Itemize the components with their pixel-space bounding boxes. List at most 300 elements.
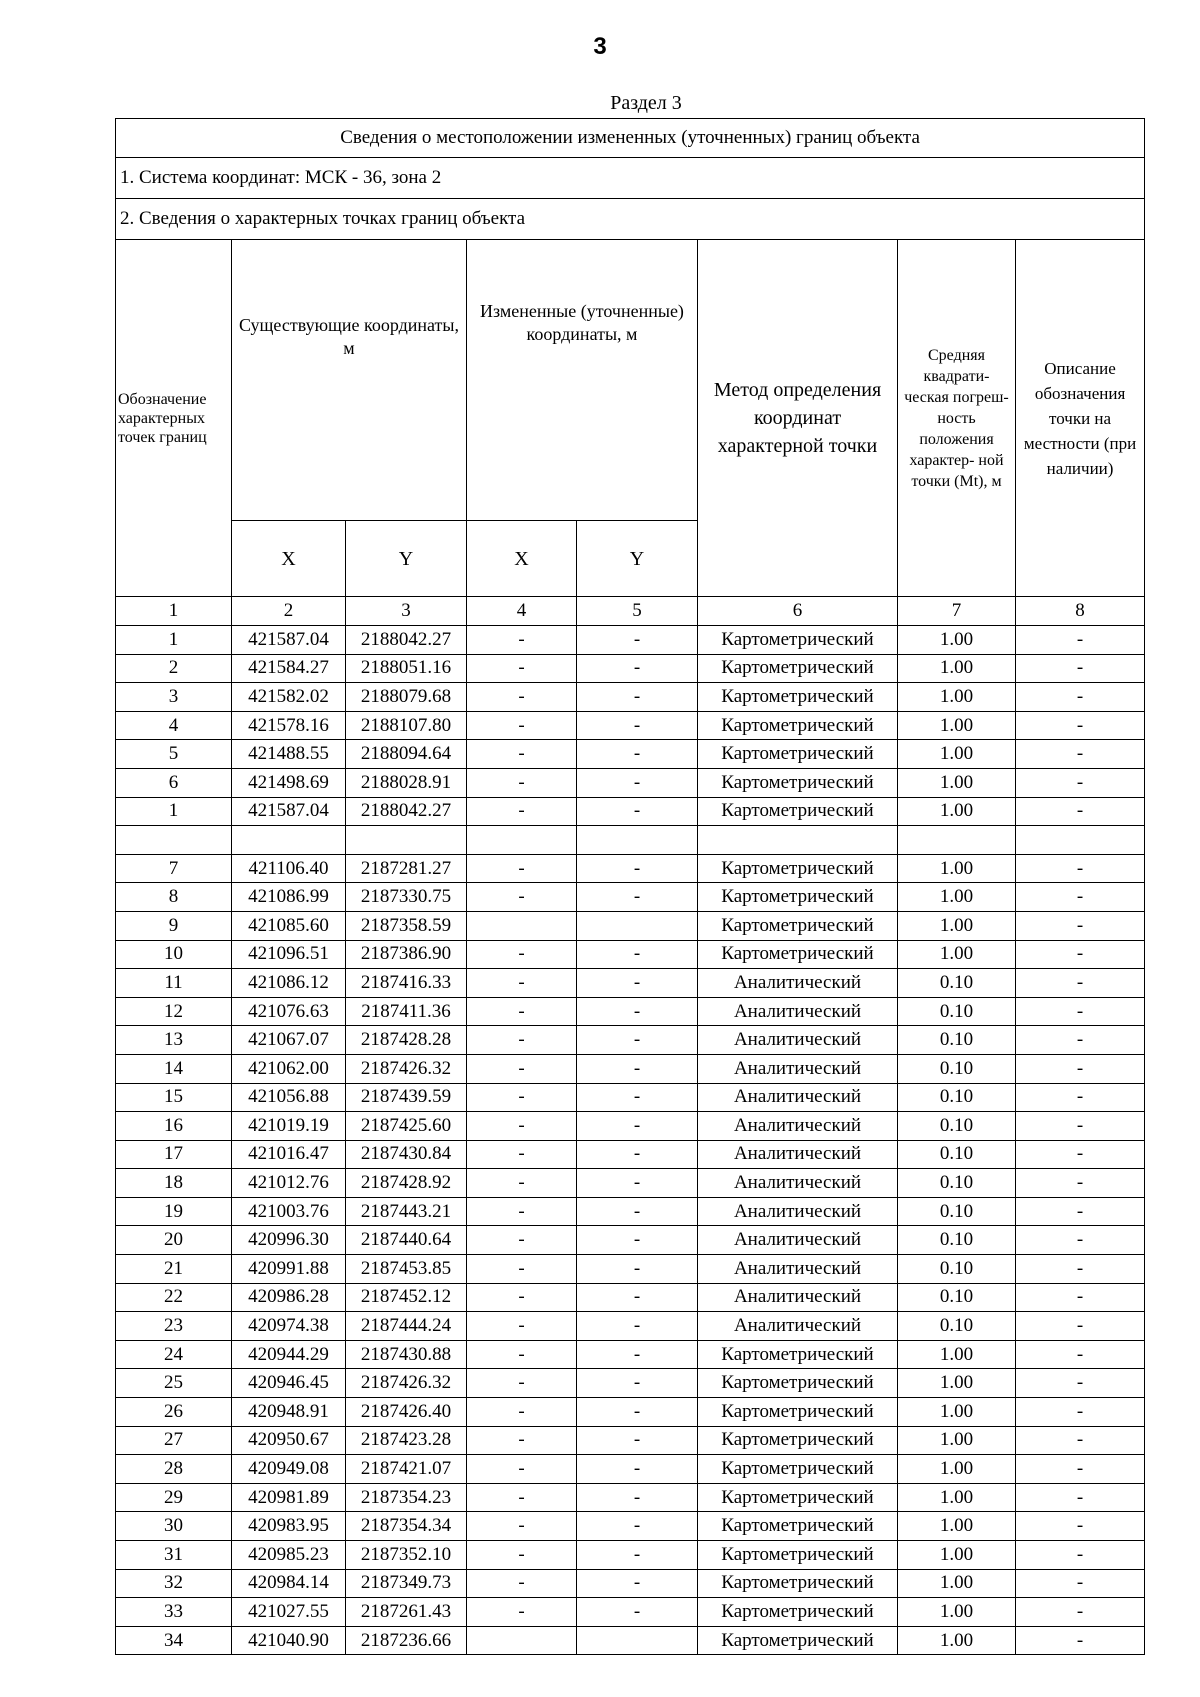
cell-point-id: 29 bbox=[116, 1483, 232, 1512]
cell-existing-y: 2187352.10 bbox=[346, 1541, 467, 1570]
cell-changed-y: - bbox=[577, 1426, 698, 1455]
cell-existing-y: 2187452.12 bbox=[346, 1283, 467, 1312]
cell-description: - bbox=[1016, 1398, 1145, 1427]
cell-error: 0.10 bbox=[898, 1054, 1016, 1083]
cell-changed-x: - bbox=[467, 654, 577, 683]
table-title-row bbox=[116, 119, 1145, 158]
cell-point-id: 12 bbox=[116, 997, 232, 1026]
cell-changed-x: - bbox=[467, 940, 577, 969]
table-row bbox=[116, 1541, 1145, 1570]
cell-description: - bbox=[1016, 1426, 1145, 1455]
cell-existing-y: 2187426.32 bbox=[346, 1054, 467, 1083]
cell-method: Картометрический bbox=[698, 1483, 898, 1512]
cell-point-id bbox=[116, 826, 232, 855]
cell-existing-x: 421085.60 bbox=[232, 911, 346, 940]
cell-description: - bbox=[1016, 969, 1145, 998]
cell-existing-x: 420944.29 bbox=[232, 1340, 346, 1369]
cell-method: Аналитический bbox=[698, 1026, 898, 1055]
cell-changed-y: - bbox=[577, 969, 698, 998]
cell-changed-y: - bbox=[577, 1512, 698, 1541]
cell-error: 1.00 bbox=[898, 1340, 1016, 1369]
cell-existing-x: 421086.12 bbox=[232, 969, 346, 998]
cell-existing-x: 420974.38 bbox=[232, 1312, 346, 1341]
cell-error: 0.10 bbox=[898, 1226, 1016, 1255]
column-numbers-row bbox=[116, 597, 1145, 626]
cell-changed-x: - bbox=[467, 683, 577, 712]
cell-changed-x: - bbox=[467, 740, 577, 769]
cell-point-id: 22 bbox=[116, 1283, 232, 1312]
cell-method: Картометрический bbox=[698, 797, 898, 826]
table-row bbox=[116, 1369, 1145, 1398]
column-number: 2 bbox=[232, 597, 346, 626]
table-row bbox=[116, 1026, 1145, 1055]
cell-changed-y: - bbox=[577, 1569, 698, 1598]
table-row bbox=[116, 711, 1145, 740]
cell-changed-x bbox=[467, 1626, 577, 1655]
cell-existing-y: 2187426.40 bbox=[346, 1398, 467, 1427]
section-label: Раздел 3 bbox=[610, 92, 682, 114]
cell-point-id: 24 bbox=[116, 1340, 232, 1369]
cell-description: - bbox=[1016, 1455, 1145, 1484]
cell-error: 1.00 bbox=[898, 1626, 1016, 1655]
cell-changed-y: - bbox=[577, 1140, 698, 1169]
cell-error: 1.00 bbox=[898, 1512, 1016, 1541]
cell-existing-x: 421056.88 bbox=[232, 1083, 346, 1112]
table-row bbox=[116, 1169, 1145, 1198]
cell-point-id: 14 bbox=[116, 1054, 232, 1083]
cell-changed-x: - bbox=[467, 1169, 577, 1198]
cell-point-id: 21 bbox=[116, 1255, 232, 1284]
points-heading: 2. Сведения о характерных точках границ объекта bbox=[116, 199, 1145, 240]
cell-method: Картометрический bbox=[698, 1512, 898, 1541]
cell-changed-x: - bbox=[467, 1026, 577, 1055]
cell-existing-x: 420996.30 bbox=[232, 1226, 346, 1255]
cell-changed-y: - bbox=[577, 1083, 698, 1112]
cell-changed-y bbox=[577, 1626, 698, 1655]
cell-method: Аналитический bbox=[698, 1169, 898, 1198]
cell-existing-y: 2187349.73 bbox=[346, 1569, 467, 1598]
cell-existing-x: 421016.47 bbox=[232, 1140, 346, 1169]
cell-changed-y: - bbox=[577, 1483, 698, 1512]
cell-description: - bbox=[1016, 1483, 1145, 1512]
header-changed-coords: Измененные (уточненные) координаты, м bbox=[467, 240, 698, 521]
cell-point-id: 25 bbox=[116, 1369, 232, 1398]
cell-existing-y: 2187453.85 bbox=[346, 1255, 467, 1284]
cell-changed-x bbox=[467, 911, 577, 940]
cell-existing-y: 2187261.43 bbox=[346, 1598, 467, 1627]
cell-existing-y: 2187411.36 bbox=[346, 997, 467, 1026]
cell-existing-x: 421584.27 bbox=[232, 654, 346, 683]
header-row bbox=[116, 240, 1145, 521]
cell-error: 1.00 bbox=[898, 797, 1016, 826]
cell-changed-x: - bbox=[467, 997, 577, 1026]
cell-existing-x: 421587.04 bbox=[232, 626, 346, 655]
cell-existing-y: 2187428.28 bbox=[346, 1026, 467, 1055]
cell-error: 0.10 bbox=[898, 969, 1016, 998]
cell-method: Картометрический bbox=[698, 711, 898, 740]
cell-existing-y: 2187440.64 bbox=[346, 1226, 467, 1255]
cell-method: Картометрический bbox=[698, 1598, 898, 1627]
cell-changed-y: - bbox=[577, 1169, 698, 1198]
cell-description: - bbox=[1016, 1083, 1145, 1112]
cell-changed-x: - bbox=[467, 1455, 577, 1484]
cell-description: - bbox=[1016, 797, 1145, 826]
cell-description: - bbox=[1016, 854, 1145, 883]
cell-error: 0.10 bbox=[898, 1112, 1016, 1141]
column-number: 5 bbox=[577, 597, 698, 626]
cell-changed-x: - bbox=[467, 1226, 577, 1255]
cell-error: 1.00 bbox=[898, 1426, 1016, 1455]
cell-description: - bbox=[1016, 626, 1145, 655]
cell-method: Аналитический bbox=[698, 1283, 898, 1312]
cell-point-id: 28 bbox=[116, 1455, 232, 1484]
cell-error bbox=[898, 826, 1016, 855]
cell-error: 1.00 bbox=[898, 740, 1016, 769]
cell-error: 1.00 bbox=[898, 626, 1016, 655]
cell-error: 1.00 bbox=[898, 1398, 1016, 1427]
cell-changed-y: - bbox=[577, 654, 698, 683]
cell-changed-x: - bbox=[467, 1541, 577, 1570]
cell-changed-y: - bbox=[577, 1455, 698, 1484]
header-error: Средняя квадрати- ческая погреш- ность положения характер- ной точки (Mt), м bbox=[898, 240, 1016, 597]
table-row bbox=[116, 1197, 1145, 1226]
cell-existing-y bbox=[346, 826, 467, 855]
cell-description: - bbox=[1016, 1598, 1145, 1627]
cell-point-id: 27 bbox=[116, 1426, 232, 1455]
cell-existing-x bbox=[232, 826, 346, 855]
cell-error: 1.00 bbox=[898, 768, 1016, 797]
cell-error: 1.00 bbox=[898, 940, 1016, 969]
table-title: Сведения о местоположении измененных (уточненных) границ объекта bbox=[116, 119, 1145, 158]
cell-changed-x: - bbox=[467, 1569, 577, 1598]
cell-description: - bbox=[1016, 940, 1145, 969]
table-row bbox=[116, 1255, 1145, 1284]
cell-changed-y: - bbox=[577, 1255, 698, 1284]
column-number: 4 bbox=[467, 597, 577, 626]
cell-changed-y: - bbox=[577, 1541, 698, 1570]
table-row bbox=[116, 911, 1145, 940]
cell-changed-x: - bbox=[467, 883, 577, 912]
coord-system-row bbox=[116, 158, 1145, 199]
cell-description: - bbox=[1016, 654, 1145, 683]
table-row bbox=[116, 768, 1145, 797]
table-row bbox=[116, 1426, 1145, 1455]
cell-existing-x: 421062.00 bbox=[232, 1054, 346, 1083]
cell-description: - bbox=[1016, 1112, 1145, 1141]
cell-method: Аналитический bbox=[698, 1226, 898, 1255]
cell-method: Картометрический bbox=[698, 1569, 898, 1598]
cell-error: 1.00 bbox=[898, 854, 1016, 883]
cell-existing-x: 421003.76 bbox=[232, 1197, 346, 1226]
table-row bbox=[116, 1398, 1145, 1427]
cell-existing-x: 420986.28 bbox=[232, 1283, 346, 1312]
cell-existing-y: 2188042.27 bbox=[346, 626, 467, 655]
cell-existing-y: 2187358.59 bbox=[346, 911, 467, 940]
cell-description: - bbox=[1016, 768, 1145, 797]
cell-error: 0.10 bbox=[898, 1140, 1016, 1169]
cell-changed-y: - bbox=[577, 940, 698, 969]
cell-method: Картометрический bbox=[698, 911, 898, 940]
cell-existing-y: 2187416.33 bbox=[346, 969, 467, 998]
cell-method: Картометрический bbox=[698, 1340, 898, 1369]
cell-description: - bbox=[1016, 1140, 1145, 1169]
cell-point-id: 26 bbox=[116, 1398, 232, 1427]
header-existing-x: X bbox=[232, 521, 346, 597]
cell-existing-y: 2187426.32 bbox=[346, 1369, 467, 1398]
table-row bbox=[116, 1112, 1145, 1141]
cell-description: - bbox=[1016, 740, 1145, 769]
column-number: 3 bbox=[346, 597, 467, 626]
table-row bbox=[116, 883, 1145, 912]
cell-point-id: 16 bbox=[116, 1112, 232, 1141]
table-row bbox=[116, 1569, 1145, 1598]
cell-method: Аналитический bbox=[698, 1112, 898, 1141]
cell-point-id: 33 bbox=[116, 1598, 232, 1627]
cell-description bbox=[1016, 826, 1145, 855]
cell-existing-y: 2188042.27 bbox=[346, 797, 467, 826]
cell-existing-x: 421578.16 bbox=[232, 711, 346, 740]
cell-changed-x: - bbox=[467, 1054, 577, 1083]
cell-point-id: 17 bbox=[116, 1140, 232, 1169]
table-row bbox=[116, 683, 1145, 712]
cell-description: - bbox=[1016, 711, 1145, 740]
cell-changed-x: - bbox=[467, 1083, 577, 1112]
cell-existing-x: 421498.69 bbox=[232, 768, 346, 797]
cell-existing-x: 421027.55 bbox=[232, 1598, 346, 1627]
cell-method: Картометрический bbox=[698, 740, 898, 769]
cell-changed-y: - bbox=[577, 883, 698, 912]
table-row bbox=[116, 969, 1145, 998]
cell-existing-y: 2187430.88 bbox=[346, 1340, 467, 1369]
cell-existing-x: 420950.67 bbox=[232, 1426, 346, 1455]
table-row bbox=[116, 1483, 1145, 1512]
cell-method: Картометрический bbox=[698, 1455, 898, 1484]
cell-changed-x: - bbox=[467, 1426, 577, 1455]
cell-error: 0.10 bbox=[898, 1169, 1016, 1198]
cell-changed-y: - bbox=[577, 1026, 698, 1055]
cell-error: 1.00 bbox=[898, 1483, 1016, 1512]
cell-method: Аналитический bbox=[698, 1083, 898, 1112]
cell-changed-y: - bbox=[577, 1340, 698, 1369]
cell-point-id: 30 bbox=[116, 1512, 232, 1541]
cell-existing-y: 2187421.07 bbox=[346, 1455, 467, 1484]
table-row bbox=[116, 1598, 1145, 1627]
cell-changed-x: - bbox=[467, 768, 577, 797]
cell-existing-x: 421040.90 bbox=[232, 1626, 346, 1655]
cell-description: - bbox=[1016, 1026, 1145, 1055]
cell-error: 0.10 bbox=[898, 1083, 1016, 1112]
cell-description: - bbox=[1016, 1054, 1145, 1083]
cell-method: Картометрический bbox=[698, 854, 898, 883]
points-heading-row bbox=[116, 199, 1145, 240]
cell-changed-x: - bbox=[467, 1483, 577, 1512]
cell-existing-y: 2188051.16 bbox=[346, 654, 467, 683]
cell-error: 0.10 bbox=[898, 1255, 1016, 1284]
cell-changed-x: - bbox=[467, 711, 577, 740]
header-changed-x: X bbox=[467, 521, 577, 597]
header-designation: Обозначение характерных точек границ bbox=[116, 240, 232, 597]
column-number: 7 bbox=[898, 597, 1016, 626]
cell-point-id: 20 bbox=[116, 1226, 232, 1255]
cell-changed-x: - bbox=[467, 1512, 577, 1541]
cell-point-id: 8 bbox=[116, 883, 232, 912]
cell-existing-y: 2187425.60 bbox=[346, 1112, 467, 1141]
cell-description: - bbox=[1016, 1340, 1145, 1369]
cell-point-id: 13 bbox=[116, 1026, 232, 1055]
cell-point-id: 34 bbox=[116, 1626, 232, 1655]
cell-method: Картометрический bbox=[698, 1626, 898, 1655]
cell-existing-x: 421012.76 bbox=[232, 1169, 346, 1198]
cell-existing-x: 420985.23 bbox=[232, 1541, 346, 1570]
header-changed-y: Y bbox=[577, 521, 698, 597]
cell-existing-x: 421587.04 bbox=[232, 797, 346, 826]
cell-existing-x: 421488.55 bbox=[232, 740, 346, 769]
cell-description: - bbox=[1016, 1626, 1145, 1655]
table-row bbox=[116, 826, 1145, 855]
cell-point-id: 5 bbox=[116, 740, 232, 769]
table-row bbox=[116, 1283, 1145, 1312]
cell-changed-y: - bbox=[577, 797, 698, 826]
table-row bbox=[116, 654, 1145, 683]
column-number: 1 bbox=[116, 597, 232, 626]
cell-existing-y: 2187428.92 bbox=[346, 1169, 467, 1198]
cell-error: 0.10 bbox=[898, 1312, 1016, 1341]
cell-point-id: 10 bbox=[116, 940, 232, 969]
cell-error: 1.00 bbox=[898, 683, 1016, 712]
cell-changed-y: - bbox=[577, 1398, 698, 1427]
cell-method: Аналитический bbox=[698, 1312, 898, 1341]
cell-changed-x: - bbox=[467, 854, 577, 883]
cell-changed-x: - bbox=[467, 797, 577, 826]
cell-changed-y: - bbox=[577, 997, 698, 1026]
cell-changed-x: - bbox=[467, 1398, 577, 1427]
cell-existing-y: 2187330.75 bbox=[346, 883, 467, 912]
cell-error: 1.00 bbox=[898, 883, 1016, 912]
cell-changed-y: - bbox=[577, 1112, 698, 1141]
table-row bbox=[116, 1626, 1145, 1655]
cell-existing-x: 421019.19 bbox=[232, 1112, 346, 1141]
cell-error: 1.00 bbox=[898, 1598, 1016, 1627]
cell-changed-y: - bbox=[577, 711, 698, 740]
coordinates-table bbox=[115, 118, 1145, 1655]
cell-point-id: 3 bbox=[116, 683, 232, 712]
cell-description: - bbox=[1016, 1569, 1145, 1598]
table-row bbox=[116, 940, 1145, 969]
cell-method: Аналитический bbox=[698, 1054, 898, 1083]
cell-changed-y: - bbox=[577, 1197, 698, 1226]
cell-description: - bbox=[1016, 1197, 1145, 1226]
table-row bbox=[116, 854, 1145, 883]
cell-point-id: 1 bbox=[116, 797, 232, 826]
cell-existing-x: 421086.99 bbox=[232, 883, 346, 912]
cell-method: Картометрический bbox=[698, 883, 898, 912]
cell-existing-y: 2187444.24 bbox=[346, 1312, 467, 1341]
cell-changed-y: - bbox=[577, 1369, 698, 1398]
cell-error: 1.00 bbox=[898, 1569, 1016, 1598]
cell-point-id: 11 bbox=[116, 969, 232, 998]
cell-changed-x: - bbox=[467, 1312, 577, 1341]
table-row bbox=[116, 626, 1145, 655]
table-row bbox=[116, 1226, 1145, 1255]
cell-point-id: 32 bbox=[116, 1569, 232, 1598]
cell-existing-x: 421096.51 bbox=[232, 940, 346, 969]
cell-description: - bbox=[1016, 1312, 1145, 1341]
cell-method bbox=[698, 826, 898, 855]
cell-method: Картометрический bbox=[698, 1398, 898, 1427]
table-row bbox=[116, 1340, 1145, 1369]
cell-method: Аналитический bbox=[698, 1197, 898, 1226]
table-row bbox=[116, 1140, 1145, 1169]
cell-changed-x: - bbox=[467, 1598, 577, 1627]
cell-existing-x: 421582.02 bbox=[232, 683, 346, 712]
cell-error: 1.00 bbox=[898, 1455, 1016, 1484]
cell-existing-y: 2188028.91 bbox=[346, 768, 467, 797]
cell-method: Картометрический bbox=[698, 654, 898, 683]
cell-point-id: 2 bbox=[116, 654, 232, 683]
cell-changed-x: - bbox=[467, 1369, 577, 1398]
cell-description: - bbox=[1016, 683, 1145, 712]
header-existing-y: Y bbox=[346, 521, 467, 597]
cell-point-id: 6 bbox=[116, 768, 232, 797]
table-row bbox=[116, 1312, 1145, 1341]
cell-error: 0.10 bbox=[898, 997, 1016, 1026]
cell-description: - bbox=[1016, 1369, 1145, 1398]
cell-existing-y: 2187439.59 bbox=[346, 1083, 467, 1112]
cell-existing-y: 2187386.90 bbox=[346, 940, 467, 969]
cell-description: - bbox=[1016, 1169, 1145, 1198]
cell-existing-x: 420948.91 bbox=[232, 1398, 346, 1427]
header-description: Описание обозначения точки на местности (при наличии) bbox=[1016, 240, 1145, 597]
cell-changed-y: - bbox=[577, 768, 698, 797]
cell-changed-y: - bbox=[577, 854, 698, 883]
cell-point-id: 31 bbox=[116, 1541, 232, 1570]
cell-changed-y: - bbox=[577, 683, 698, 712]
cell-error: 1.00 bbox=[898, 1369, 1016, 1398]
cell-error: 1.00 bbox=[898, 711, 1016, 740]
cell-error: 1.00 bbox=[898, 911, 1016, 940]
cell-existing-y: 2187423.28 bbox=[346, 1426, 467, 1455]
cell-method: Аналитический bbox=[698, 1255, 898, 1284]
cell-changed-y: - bbox=[577, 1283, 698, 1312]
cell-changed-x: - bbox=[467, 1197, 577, 1226]
cell-error: 1.00 bbox=[898, 654, 1016, 683]
table-row bbox=[116, 997, 1145, 1026]
cell-changed-x: - bbox=[467, 626, 577, 655]
cell-changed-x: - bbox=[467, 1283, 577, 1312]
cell-changed-y: - bbox=[577, 1054, 698, 1083]
cell-existing-x: 420991.88 bbox=[232, 1255, 346, 1284]
cell-method: Картометрический bbox=[698, 940, 898, 969]
header-method: Метод определения координат характерной точки bbox=[698, 240, 898, 597]
cell-method: Картометрический bbox=[698, 626, 898, 655]
cell-existing-y: 2187281.27 bbox=[346, 854, 467, 883]
cell-changed-x: - bbox=[467, 1255, 577, 1284]
cell-description: - bbox=[1016, 997, 1145, 1026]
cell-description: - bbox=[1016, 1512, 1145, 1541]
column-number: 8 bbox=[1016, 597, 1145, 626]
cell-existing-x: 420984.14 bbox=[232, 1569, 346, 1598]
cell-point-id: 1 bbox=[116, 626, 232, 655]
cell-method: Картометрический bbox=[698, 1426, 898, 1455]
cell-point-id: 15 bbox=[116, 1083, 232, 1112]
cell-existing-x: 421076.63 bbox=[232, 997, 346, 1026]
cell-changed-x: - bbox=[467, 969, 577, 998]
cell-changed-y: - bbox=[577, 1312, 698, 1341]
cell-description: - bbox=[1016, 911, 1145, 940]
cell-changed-y bbox=[577, 911, 698, 940]
cell-changed-x: - bbox=[467, 1112, 577, 1141]
table-row bbox=[116, 1512, 1145, 1541]
